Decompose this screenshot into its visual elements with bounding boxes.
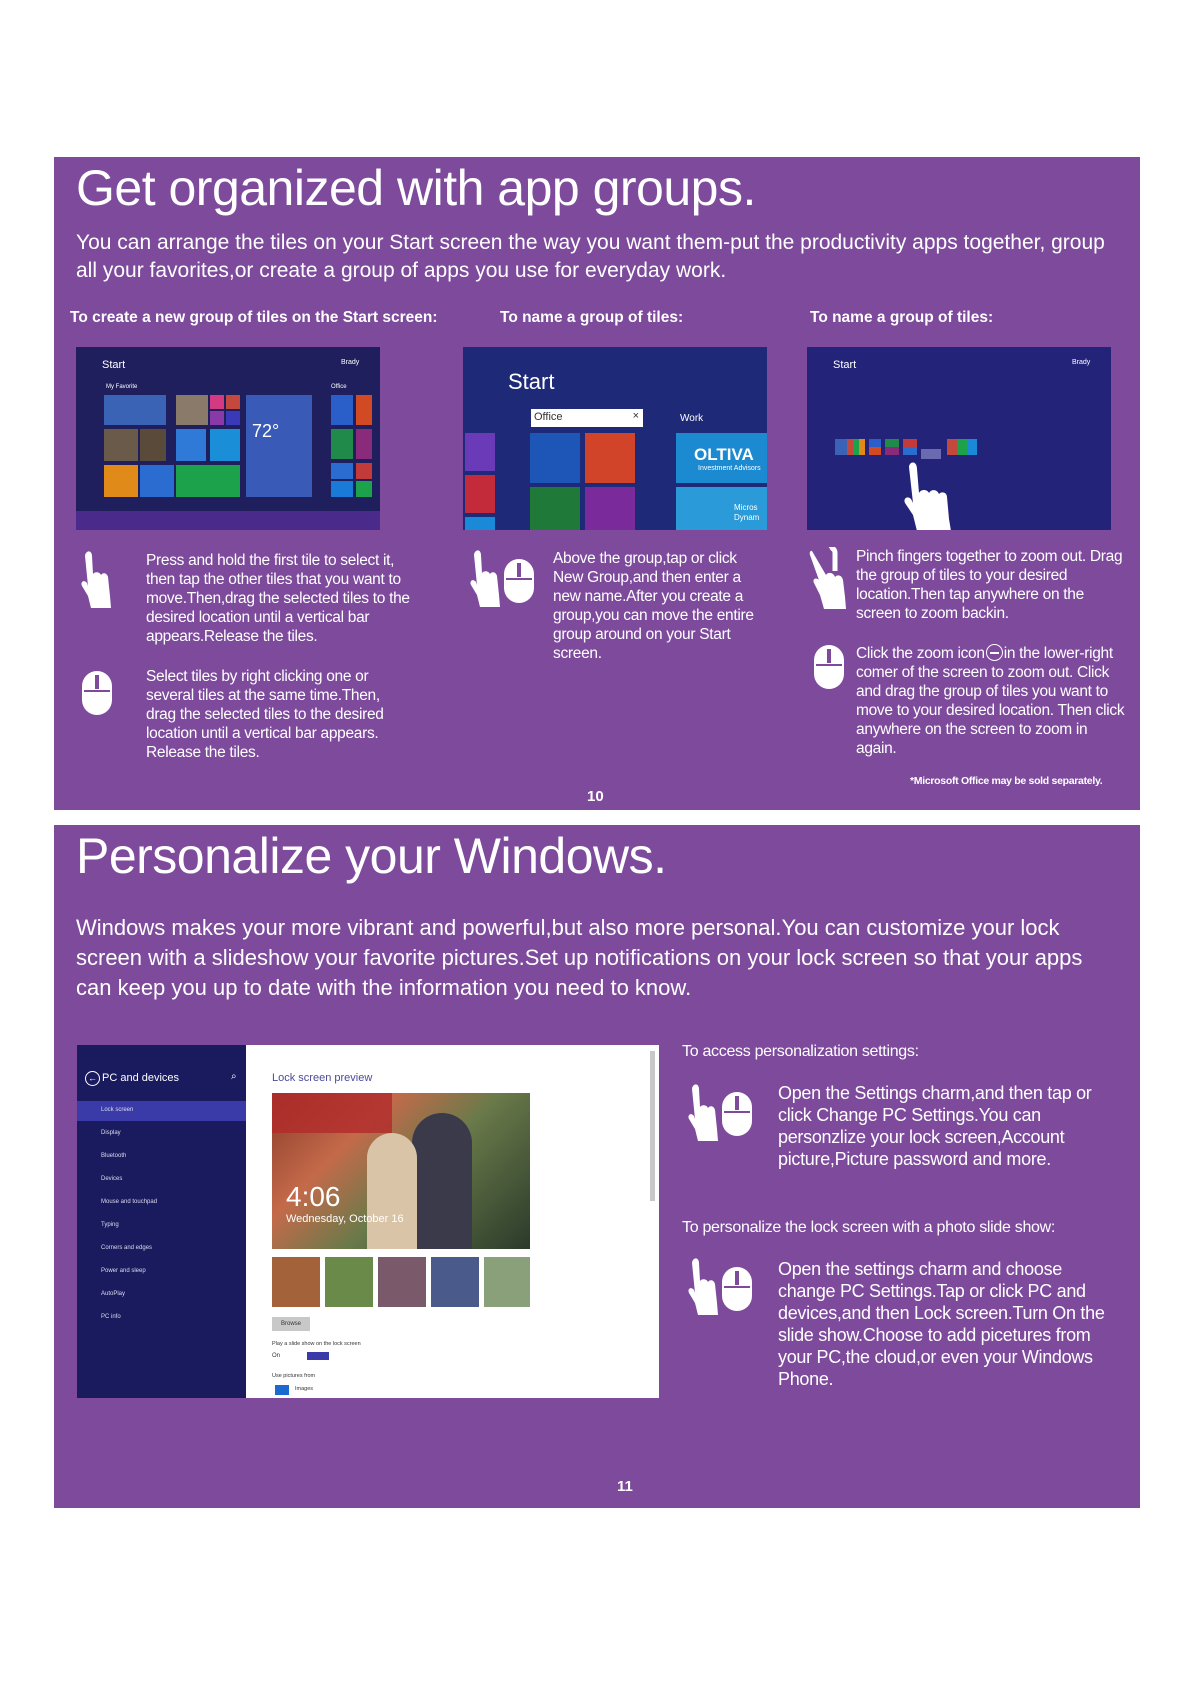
mouse-icon	[720, 1090, 754, 1138]
tile	[226, 411, 240, 425]
back-arrow-icon[interactable]: ←	[85, 1071, 100, 1086]
col3-mouse-text-a: Click the zoom icon	[856, 645, 985, 662]
mouse-icon	[812, 643, 846, 691]
user-name: Brady	[1072, 359, 1091, 366]
page-title: Get organized with app groups.	[76, 160, 756, 216]
tile	[210, 395, 224, 409]
taskbar-strip	[76, 511, 380, 530]
sidebar-item-lock-screen[interactable]: Lock screen	[101, 1107, 134, 1113]
col3-mouse-text-b: in the lower-right comer of the screen to zoom out. Click and drag the group of tiles you want to move to your desired location. Then click anywhere on the screen to zoom in again.	[856, 645, 1125, 757]
person-shape	[412, 1113, 472, 1249]
powerpoint-tile	[585, 433, 635, 483]
preview-title: Lock screen preview	[272, 1072, 373, 1084]
oltiva-brand: OLTIVA	[694, 445, 754, 464]
zoom-out-icon	[986, 644, 1003, 661]
subheading-access: To access personalization settings:	[682, 1043, 919, 1060]
subheading-slideshow: To personalize the lock screen with a photo slide show:	[682, 1219, 1056, 1236]
tile	[210, 429, 240, 461]
thumbnail[interactable]	[272, 1257, 320, 1307]
page-intro: You can arrange the tiles on your Start screen the way you want them-put the productivity apps together, group all your favorites,or create a group of apps you use for everyday work.	[76, 231, 1105, 282]
toggle-value: On	[272, 1353, 281, 1359]
sidebar-item-bluetooth[interactable]: Bluetooth	[101, 1153, 127, 1159]
group-label-office: Office	[331, 384, 347, 390]
tile	[331, 481, 353, 497]
sidebar-item-devices[interactable]: Devices	[101, 1176, 123, 1182]
tile	[210, 411, 224, 425]
tile	[176, 395, 208, 425]
tile	[104, 395, 166, 425]
tile	[465, 433, 495, 471]
mouse-icon	[80, 669, 114, 717]
group-label-favorites: My Favorite	[106, 384, 138, 390]
start-screen-screenshot	[76, 347, 380, 530]
tile-group-thumb	[921, 449, 941, 459]
tile-group-thumb	[903, 439, 917, 455]
tile-group-thumb	[869, 439, 881, 455]
tile-group-thumb	[835, 439, 865, 455]
mouse-icon	[720, 1265, 754, 1313]
tile	[140, 465, 174, 497]
folder-icon	[275, 1385, 289, 1395]
pc-settings-screenshot	[77, 1045, 659, 1398]
page-11-panel	[54, 825, 1140, 1508]
lock-date: Wednesday, October 16	[286, 1213, 404, 1225]
dynamics-label: Micros Dynam	[734, 503, 760, 522]
group-name-value: Office	[534, 411, 563, 423]
tile	[465, 475, 495, 513]
col2-text: Above the group,tap or click New Group,and then enter a new name.After you create a group,you can move the entire group around on your Start screen.	[553, 550, 754, 662]
column-3-heading: To name a group of tiles:	[810, 309, 994, 326]
sidebar-item-mouse-touchpad[interactable]: Mouse and touchpad	[101, 1199, 158, 1205]
access-text: Open the Settings charm,and then tap or click Change PC Settings.You can personzlize your lock screen,Account picture,Picture password and more.	[778, 1083, 1092, 1169]
sidebar-item-power-sleep[interactable]: Power and sleep	[101, 1268, 146, 1274]
thumbnail[interactable]	[484, 1257, 530, 1307]
oltiva-sub: Investment Advisors	[698, 465, 761, 472]
slideshow-toggle[interactable]	[307, 1352, 329, 1360]
tile-group-thumb	[885, 439, 899, 455]
page-number: 11	[617, 1478, 633, 1495]
group-label-work: Work	[680, 413, 704, 424]
footnote: *Microsoft Office may be sold separately.	[910, 775, 1103, 787]
person-shape	[367, 1133, 417, 1249]
sidebar-item-corners-edges[interactable]: Corners and edges	[101, 1245, 153, 1251]
hand-icon	[899, 459, 959, 530]
touch-hand-icon	[686, 1083, 720, 1141]
tile	[356, 429, 372, 459]
tile	[465, 517, 495, 530]
column-2-heading: To name a group of tiles:	[500, 309, 684, 326]
sidebar-item-typing[interactable]: Typing	[101, 1222, 119, 1228]
tile	[104, 465, 138, 497]
mouse-icon	[502, 557, 536, 605]
tile	[176, 429, 206, 461]
oltiva-tile	[676, 433, 767, 483]
lock-screen-preview-image	[272, 1093, 530, 1249]
tile	[356, 463, 372, 479]
tile	[104, 429, 138, 461]
tile	[140, 429, 166, 461]
name-group-screenshot	[463, 347, 767, 530]
tile	[356, 395, 372, 425]
slideshow-text: Open the settings charm and choose change PC Settings.Tap or click PC and devices,and then Lock screen.Turn On the slide show.Choose to add picetures from your PC,the cloud,or even your Windows Phone.	[778, 1259, 1105, 1389]
page-title: Personalize your Windows.	[76, 828, 667, 884]
search-icon[interactable]: ⌕	[231, 1071, 237, 1082]
excel-tile	[530, 487, 580, 530]
col3-mouse-text	[856, 644, 1128, 758]
touch-hand-icon	[468, 549, 502, 607]
zoom-out-screenshot	[807, 347, 1111, 530]
tile	[331, 463, 353, 479]
col3-touch-text: Pinch fingers together to zoom out. Drag the group of tiles to your desired location.Then tap anywhere on the screen to zoom backin.	[856, 548, 1123, 622]
sidebar-item-autoplay[interactable]: AutoPlay	[101, 1291, 126, 1297]
slideshow-label: Play a slide show on the lock screen	[272, 1341, 361, 1347]
pinch-hand-icon	[808, 547, 850, 609]
word-tile	[530, 433, 580, 483]
onenote-tile	[585, 487, 635, 530]
tile	[356, 481, 372, 497]
lock-time: 4:06	[286, 1181, 341, 1212]
col1-touch-text: Press and hold the first tile to select it, then tap the other tiles that you want to move.Then,drag the selected tiles to the desired location until a vertical bar appears.Release the tiles.	[146, 552, 410, 645]
touch-hand-icon	[79, 550, 113, 608]
touch-hand-icon	[686, 1257, 720, 1315]
page-intro: Windows makes your more vibrant and powerful,but also more personal.You can customize your lock screen with a slideshow your favorite pictures.Set up notifications on your lock screen so that your apps can keep you up to date with the information you need to know.	[76, 915, 1083, 1000]
awning-shape	[272, 1093, 392, 1133]
col1-mouse-text: Select tiles by right clicking one or several tiles at the same time.Then, drag the selected tiles to the desired location until a vertical bar appears. Release the tiles.	[146, 668, 384, 761]
sidebar-item-pc-info[interactable]: PC info	[101, 1314, 121, 1320]
use-pictures-label: Use pictures from	[272, 1373, 316, 1379]
weather-tile	[246, 395, 312, 497]
column-1-heading: To create a new group of tiles on the Start screen:	[70, 309, 438, 326]
dynamics-tile	[676, 487, 767, 530]
weather-temp: 72°	[252, 421, 280, 441]
close-icon[interactable]: ×	[632, 410, 639, 422]
start-label: Start	[508, 369, 555, 394]
browse-button[interactable]: Browse	[272, 1317, 310, 1331]
user-name: Brady	[341, 359, 360, 366]
thumbnail[interactable]	[325, 1257, 373, 1307]
group-name-input[interactable]	[531, 409, 643, 427]
page-10-panel	[54, 157, 1140, 810]
start-label: Start	[102, 359, 126, 371]
tile	[331, 429, 353, 459]
sidebar-item-display[interactable]: Display	[101, 1130, 121, 1136]
thumbnail[interactable]	[378, 1257, 426, 1307]
settings-header: PC and devices	[102, 1072, 180, 1084]
tile	[226, 395, 240, 409]
tile	[176, 465, 240, 497]
start-label: Start	[833, 359, 857, 371]
tile	[331, 395, 353, 425]
settings-sidebar	[77, 1045, 246, 1398]
scrollbar[interactable]	[650, 1051, 655, 1201]
tile-group-thumb	[947, 439, 977, 455]
images-label: Images	[295, 1386, 314, 1392]
thumbnail[interactable]	[431, 1257, 479, 1307]
page-number: 10	[587, 788, 604, 805]
